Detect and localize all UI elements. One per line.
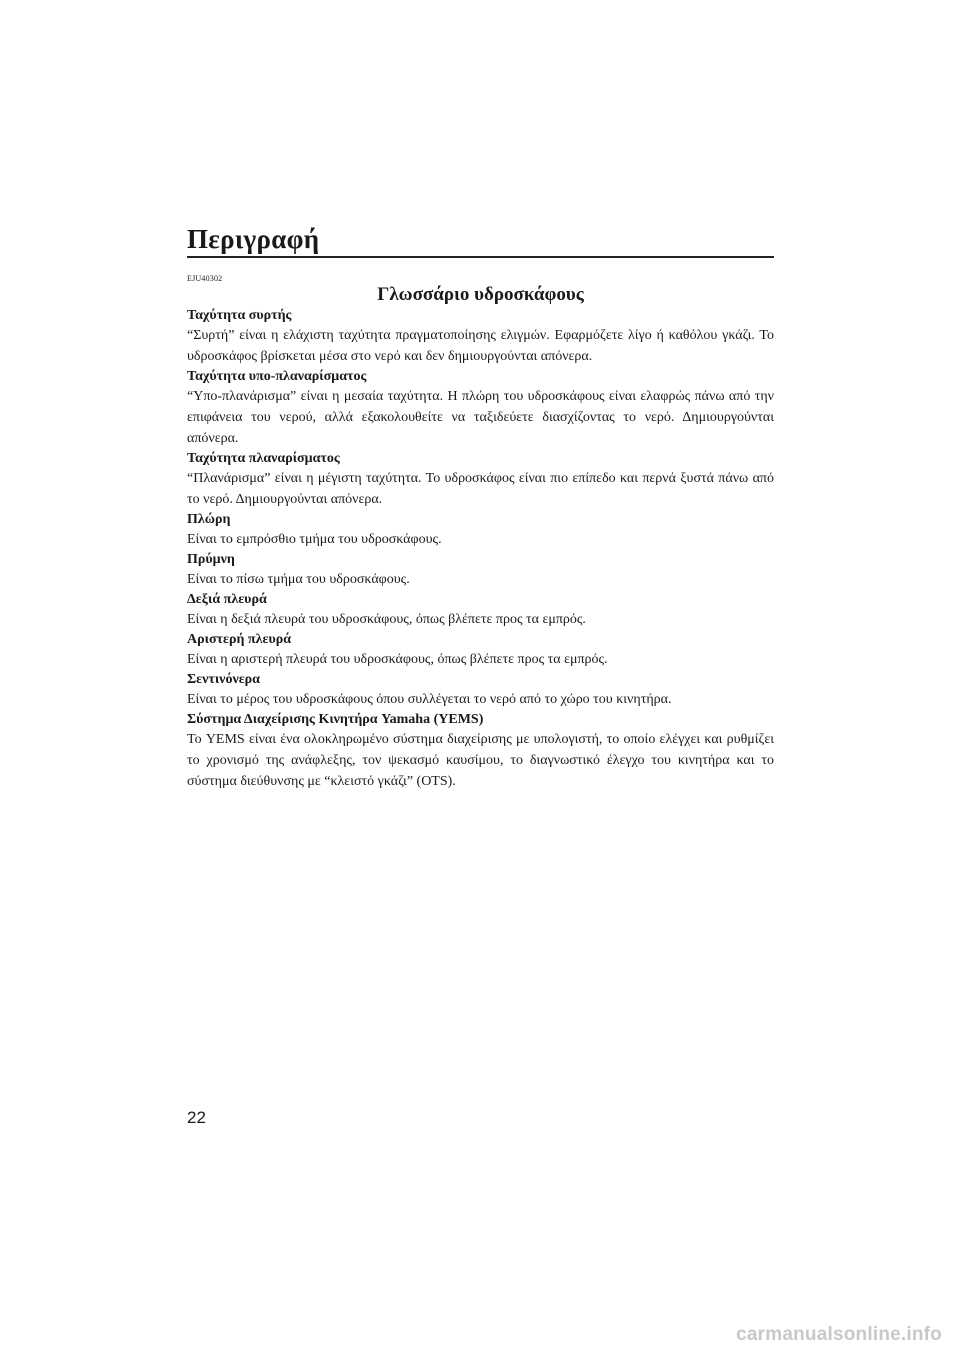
glossary-entry [187,306,774,367]
watermark: carmanualsonline.info [736,1324,942,1345]
glossary-entry [187,670,774,710]
glossary-entry [187,710,774,792]
glossary-entry [187,367,774,449]
page-number: 22 [187,1108,206,1127]
glossary-entry [187,449,774,510]
glossary-term: Πρύμνη [187,552,235,567]
glossary-term: Ταχύτητα υπο-πλαναρίσματος [187,369,367,384]
section-header [187,222,774,258]
glossary-title: Γλωσσάριο υδροσκάφους [377,284,584,305]
glossary-term: Σύστημα Διαχείρισης Κινητήρα Yamaha (YEMS) [187,712,484,727]
glossary-definition: “Συρτή” είναι η ελάχιστη ταχύτητα πραγματοποίησης ελιγμών. Εφαρμόζετε λίγο ή καθόλου γκάζι. Το υδροσκάφος βρίσκεται μέσα στο νερό και δεν δημιουργούνται απόνερα. [187,328,774,364]
glossary-definition: Είναι η αριστερή πλευρά του υδροσκάφους, όπως βλέπετε προς τα εμπρός. [187,652,608,667]
glossary-definition: Είναι η δεξιά πλευρά του υδροσκάφους, όπως βλέπετε προς τα εμπρός. [187,612,586,627]
glossary-term: Ταχύτητα συρτής [187,308,292,323]
glossary-entry [187,590,774,630]
glossary-term: Σεντινόνερα [187,672,260,687]
glossary-definition: “Πλανάρισμα” είναι η μέγιστη ταχύτητα. Το υδροσκάφος είναι πιο επίπεδο και περνά ξυστά πάνω από το νερό. Δημιουργούνται απόνερα. [187,471,774,507]
glossary-definition: “Υπο-πλανάρισμα” είναι η μεσαία ταχύτητα. Η πλώρη του υδροσκάφους είναι ελαφρώς πάνω από την επιφάνεια του νερού, αλλά εξακολουθείτε να ταξιδεύετε διασχίζοντας το νερό. Δημιουργούνται απόνερα. [187,389,774,446]
glossary-definition: Είναι το μέρος του υδροσκάφους όπου συλλέγεται το νερό από το χώρο του κινητήρα. [187,692,672,707]
reference-code: EJU40302 [187,274,223,283]
glossary-term: Ταχύτητα πλαναρίσματος [187,451,340,466]
section-title: Περιγραφή [187,224,320,254]
glossary-entry [187,510,774,550]
glossary-definition: Είναι το πίσω τμήμα του υδροσκάφους. [187,572,410,587]
glossary-list [187,306,774,792]
glossary-definition: Το YEMS είναι ένα ολοκληρωμένο σύστημα διαχείρισης με υπολογιστή, το οποίο ελέγχει και ρυθμίζει το χρονισμό της ανάφλεξης, τον ψεκασμό καυσίμου, το διαγνωστικό έλεγχο του κινητήρα και το σύστημα διεύθυνσης με “κλειστό γκάζι” (OTS). [187,732,774,789]
glossary-entry [187,630,774,670]
glossary-entry [187,550,774,590]
glossary-definition: Είναι το εμπρόσθιο τμήμα του υδροσκάφους. [187,532,442,547]
glossary-term: Αριστερή πλευρά [187,632,292,647]
glossary-term: Πλώρη [187,512,231,527]
glossary-term: Δεξιά πλευρά [187,592,267,607]
